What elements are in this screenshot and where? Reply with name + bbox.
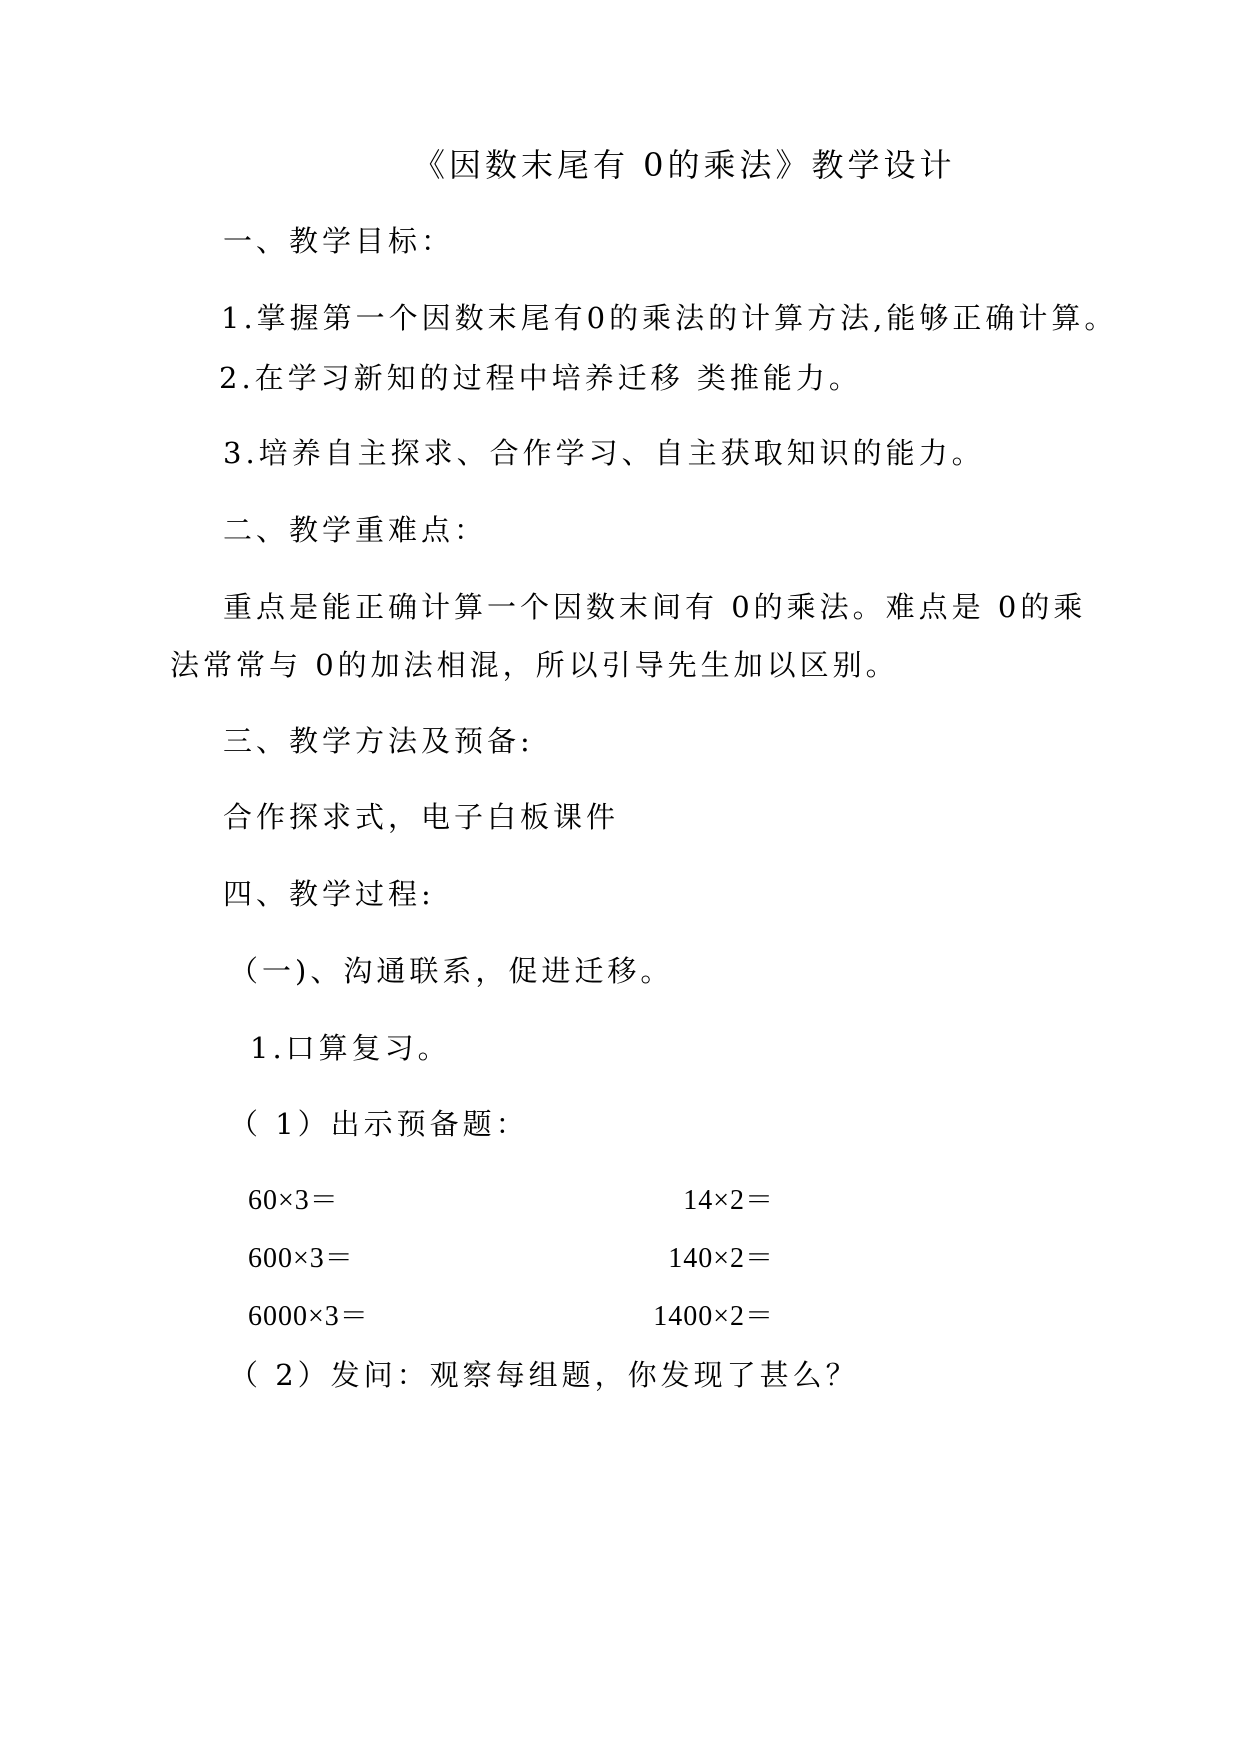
- objective-1: 1.掌握第一个因数末尾有0的乘法的计算方法,能够正确计算。: [221, 301, 1118, 335]
- keypoints-heading: 二、教学重难点：: [223, 513, 488, 547]
- exercise-left-2: 600×3＝: [248, 1243, 354, 1274]
- methods-text: 合作探求式，电子白板课件: [223, 800, 620, 834]
- exercise-right-3: 1400×2＝: [653, 1301, 774, 1332]
- objectives-heading: 一、教学目标：: [223, 224, 455, 258]
- question-1: （ 1）出示预备题：: [229, 1107, 529, 1141]
- question-2: （ 2）发问：观察每组题，你发现了甚么？: [229, 1358, 859, 1392]
- exercise-right-1: 14×2＝: [683, 1185, 774, 1216]
- document-title: 《因数末尾有 0的乘法》教学设计: [413, 146, 956, 184]
- keypoints-line-2: 法常常与 0的加法相混，所以引导先生加以区别。: [170, 648, 899, 682]
- methods-heading: 三、教学方法及预备:: [223, 724, 534, 758]
- exercise-left-3: 6000×3＝: [248, 1301, 369, 1332]
- exercise-right-2: 140×2＝: [668, 1243, 774, 1274]
- exercise-left-1: 60×3＝: [248, 1185, 339, 1216]
- step-1-subheading: 1.口算复习。: [250, 1031, 451, 1065]
- keypoints-line-1: 重点是能正确计算一个因数末间有 0的乘法。难点是 0的乘: [223, 590, 1087, 624]
- objective-2: 2.在学习新知的过程中培养迁移 类推能力。: [219, 361, 862, 395]
- step-1-heading: （一)、沟通联系，促进迁移。: [229, 954, 674, 988]
- process-heading: 四、教学过程:: [223, 877, 435, 911]
- objective-3: 3.培养自主探求、合作学习、自主获取知识的能力。: [223, 436, 985, 470]
